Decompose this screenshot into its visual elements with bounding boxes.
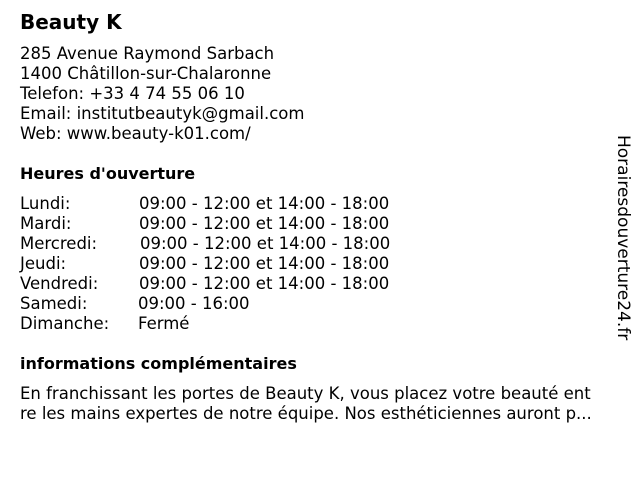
hours-time: 09:00 - 12:00 et 14:00 - 18:00 [140,234,391,253]
hours-row-friday [20,274,460,294]
additional-info-heading: informations complémentaires [20,354,297,373]
info-text-line: re les mains expertes de notre équipe. Nos esthéticiennes auront p... [20,404,592,423]
hours-day: Lundi: [20,194,71,213]
hours-time: 09:00 - 12:00 et 14:00 - 18:00 [139,274,390,293]
info-text-line: En franchissant les portes de Beauty K, vous placez votre beauté ent [20,384,591,403]
hours-row-thursday [20,254,460,274]
site-watermark [612,135,634,345]
hours-day: Dimanche: [20,314,110,333]
hours-day: Samedi: [20,294,88,313]
hours-row-monday [20,194,460,214]
hours-day: Vendredi: [20,274,99,293]
hours-row-saturday [20,294,460,314]
hours-row-tuesday [20,214,460,234]
hours-time: 09:00 - 16:00 [138,294,250,313]
hours-time: 09:00 - 12:00 et 14:00 - 18:00 [139,214,390,233]
opening-hours-table [20,194,460,334]
hours-time: 09:00 - 12:00 et 14:00 - 18:00 [139,194,390,213]
email-line: Email: institutbeautyk@gmail.com [20,104,305,123]
hours-row-sunday [20,314,460,334]
opening-hours-heading: Heures d'ouverture [20,164,196,183]
hours-time: 09:00 - 12:00 et 14:00 - 18:00 [139,254,390,273]
hours-day: Mardi: [20,214,72,233]
web-line: Web: www.beauty-k01.com/ [20,124,251,143]
additional-info-text [20,384,620,424]
business-name: Beauty K [20,10,122,34]
address-street: 285 Avenue Raymond Sarbach [20,44,275,63]
hours-day: Jeudi: [20,254,67,273]
hours-time: Fermé [138,314,190,333]
hours-day: Mercredi: [20,234,98,253]
hours-row-wednesday [20,234,460,254]
phone-line: Telefon: +33 4 74 55 06 10 [20,84,245,103]
watermark-text: Horairesdouverture24.fr [613,135,633,341]
address-city: 1400 Châtillon-sur-Chalaronne [20,64,272,83]
contact-block [20,44,304,144]
